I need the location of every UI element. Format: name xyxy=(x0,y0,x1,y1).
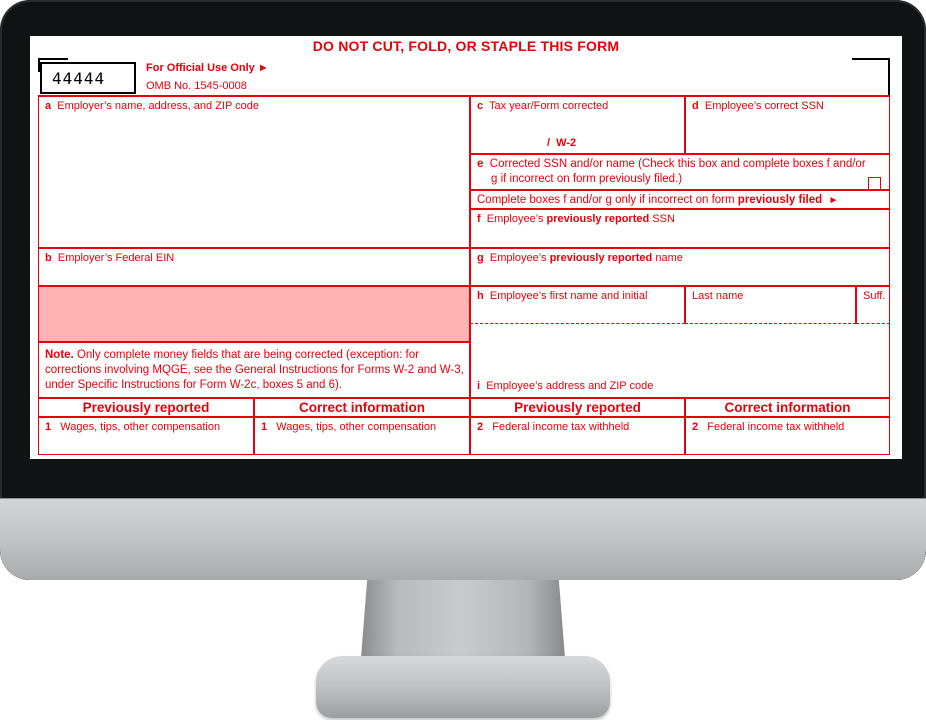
box-number: 1 xyxy=(45,421,52,433)
column-header-correct-information: Correct information xyxy=(685,398,890,417)
complete-boxes-note xyxy=(470,190,890,209)
box-letter: h xyxy=(477,290,484,302)
box-letter: c xyxy=(477,100,484,112)
box-c-tax-year[interactable] xyxy=(470,96,685,154)
box-i-employee-address[interactable] xyxy=(470,324,890,398)
last-name-label: Last name xyxy=(692,290,744,302)
box-f-prefix: Employee’s xyxy=(486,213,547,225)
box-f-suffix: SSN xyxy=(649,213,675,225)
box-c-label: Tax year/Form corrected xyxy=(489,100,609,112)
note-box xyxy=(38,342,470,398)
box-letter: f xyxy=(477,213,481,225)
box-b-label: Employer’s Federal EIN xyxy=(57,252,175,264)
column-header-previously-reported: Previously reported xyxy=(470,398,685,417)
box-i-label: Employee’s address and ZIP code xyxy=(486,380,654,392)
omb-number: OMB No. 1545-0008 xyxy=(146,80,247,92)
monitor-stand-neck xyxy=(361,580,565,658)
official-use-label: For Official Use Only ► xyxy=(146,62,269,74)
box-letter: e xyxy=(477,158,484,170)
box-h-last-name[interactable] xyxy=(685,286,856,324)
arrow-right-icon: ► xyxy=(828,195,839,206)
box-f-previous-ssn[interactable] xyxy=(470,209,890,248)
box-number: 1 xyxy=(261,421,268,433)
form-id-box: 44444 xyxy=(40,62,136,94)
box-letter: b xyxy=(45,252,52,264)
box-number: 2 xyxy=(477,421,484,433)
form-title: DO NOT CUT, FOLD, OR STAPLE THIS FORM xyxy=(312,38,620,54)
complete-note-bold: previously filed xyxy=(737,194,823,206)
box-e-line2: g if incorrect on form previously filed.) xyxy=(491,173,683,185)
box-e-line1: Corrected SSN and/or name (Check this box and complete boxes f and/or xyxy=(489,158,866,170)
note-bold: Note. xyxy=(45,349,74,361)
box-d-label: Employee’s correct SSN xyxy=(704,100,824,112)
note-text: Only complete money fields that are being corrected (exception: for corrections involving MQGE, see the General Instructions for Forms W-2 and W-3, under Specific Instructions for Form W-2c, boxes 5 and 6). xyxy=(45,349,464,391)
box-c-form-value: / W-2 xyxy=(547,137,577,149)
box-f-bold: previously reported xyxy=(546,213,650,225)
box-2-federal-tax-previous[interactable] xyxy=(470,417,685,455)
box-g-prefix: Employee’s xyxy=(489,252,550,264)
box-number: 2 xyxy=(692,421,699,433)
box-letter: i xyxy=(477,380,481,392)
box-e-checkbox[interactable] xyxy=(868,177,881,190)
box-letter: a xyxy=(45,100,52,112)
box-1-label: Wages, tips, other compensation xyxy=(276,421,437,433)
box-2-federal-tax-correct[interactable] xyxy=(685,417,890,455)
box-1-label: Wages, tips, other compensation xyxy=(60,421,221,433)
box-e-corrected-ssn xyxy=(470,154,890,190)
box-h-label: Employee’s first name and initial xyxy=(489,290,648,302)
box-letter: g xyxy=(477,252,484,264)
column-header-previously-reported: Previously reported xyxy=(38,398,254,417)
monitor-stand-base xyxy=(316,656,610,718)
box-d-correct-ssn[interactable] xyxy=(685,96,890,154)
box-1-wages-previous[interactable] xyxy=(38,417,254,455)
suffix-label: Suff. xyxy=(863,290,886,302)
box-a-employer-name[interactable] xyxy=(38,96,470,248)
box-h-first-name[interactable] xyxy=(470,286,685,324)
box-h-suffix[interactable] xyxy=(856,286,890,324)
box-letter: d xyxy=(692,100,699,112)
monitor-screen xyxy=(30,36,902,459)
column-header-correct-information: Correct information xyxy=(254,398,470,417)
box-g-suffix: name xyxy=(652,252,683,264)
box-2-label: Federal income tax withheld xyxy=(492,421,630,433)
complete-note-prefix: Complete boxes f and/or g only if incorrect on form xyxy=(477,194,738,206)
box-g-previous-name[interactable] xyxy=(470,248,890,286)
box-a-label: Employer’s name, address, and ZIP code xyxy=(57,100,260,112)
box-1-wages-correct[interactable] xyxy=(254,417,470,455)
box-2-label: Federal income tax withheld xyxy=(707,421,845,433)
monitor-chin xyxy=(0,498,926,580)
box-g-bold: previously reported xyxy=(549,252,653,264)
box-b-employer-ein[interactable] xyxy=(38,248,470,286)
shaded-area xyxy=(38,286,470,342)
